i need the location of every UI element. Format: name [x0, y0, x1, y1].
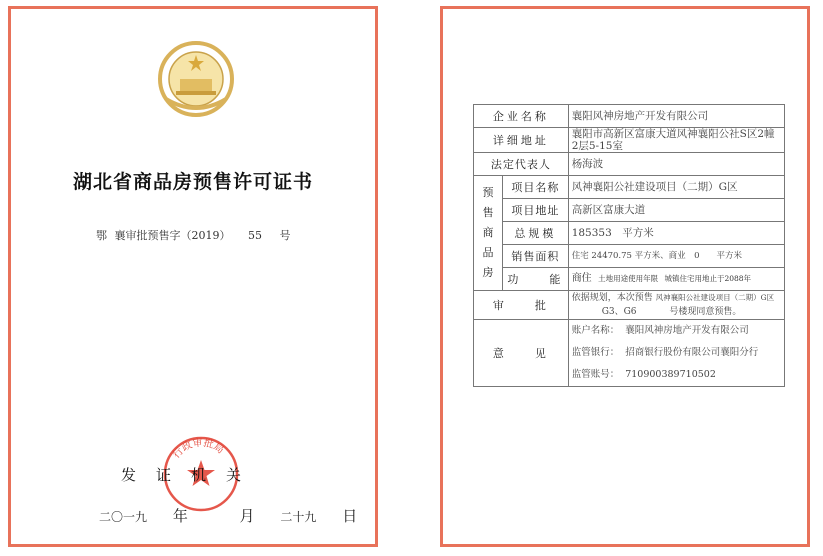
table-row: [474, 176, 785, 199]
date-month-unit: 月: [239, 507, 255, 525]
approve-line-1: 依据规划，本次预售: [571, 293, 653, 303]
permit-no: 55: [248, 229, 262, 242]
table-row: [474, 222, 785, 245]
table-row: [474, 199, 785, 222]
project-name-value: 风神襄阳公社建设项目（二期）G区: [568, 176, 784, 199]
seal-text: 行政审批局: [171, 437, 226, 461]
permit-suffix: 号: [279, 229, 291, 242]
permit-number: [96, 227, 295, 243]
approve-label: 审 批: [474, 291, 569, 320]
function-use: 商住: [571, 273, 592, 284]
table-row: [474, 291, 785, 320]
function-label: 功 能: [503, 268, 569, 291]
project-addr-label: 项目地址: [503, 199, 569, 222]
approve-line-3: 号楼现同意预售。: [669, 307, 742, 317]
company-label: 企业名称: [474, 105, 569, 128]
account-name-line: 账户名称： 襄阳风神房地产开发有限公司: [571, 325, 749, 336]
rep-label: 法定代表人: [474, 153, 569, 176]
national-emblem-icon: [156, 39, 236, 119]
date-year-unit: 年: [172, 507, 188, 525]
permit-authority: 襄审批预售字（2019）: [114, 229, 231, 242]
approve-line-2: 风神襄阳公社建设项目（二期）G区: [655, 293, 775, 302]
issuing-authority: 发证机关: [121, 466, 262, 484]
permit-detail-table: [473, 104, 785, 387]
date-day: 二十九: [280, 510, 317, 524]
table-row: [474, 245, 785, 268]
opinion-value: [568, 320, 784, 387]
permit-prefix: 鄂: [96, 229, 107, 242]
address-label: 详细地址: [474, 128, 569, 153]
certificate-title: 湖北省商品房预售许可证书: [72, 171, 313, 193]
approve-value: [568, 291, 784, 320]
table-row: [474, 105, 785, 128]
table-row: [474, 128, 785, 153]
scale-value: 185353 平方米: [568, 222, 784, 245]
issue-date: [99, 505, 379, 526]
table-row: [474, 268, 785, 291]
table-row: [474, 320, 785, 387]
bank-line: 监管银行： 招商银行股份有限公司襄阳分行: [571, 347, 759, 358]
date-year: 二〇一九: [99, 510, 148, 524]
project-addr-value: 高新区富康大道: [568, 199, 784, 222]
function-value: [568, 268, 784, 291]
table-row: [474, 153, 785, 176]
company-value: 襄阳风神房地产开发有限公司: [568, 105, 784, 128]
scale-label: 总规模: [503, 222, 569, 245]
date-day-unit: 日: [342, 507, 358, 525]
account-no-line: 监管账号： 710900389710502: [571, 369, 716, 380]
presale-side-label: 预 售 商 品 房: [474, 176, 503, 291]
certificate-detail-page: [440, 6, 810, 547]
project-name-label: 项目名称: [503, 176, 569, 199]
certificate-cover-page: [8, 6, 378, 547]
address-value: 襄阳市高新区富康大道风神襄阳公社S区2幢2层5-15室: [568, 128, 784, 153]
sales-area-label: 销售面积: [503, 245, 569, 268]
land-use-term-label: 土地用途使用年限: [598, 274, 659, 283]
sales-area-value: 住宅 24470.75 平方米、商业 0 平方米: [568, 245, 784, 268]
land-use-term-value: 城镇住宅用地止于2088年: [664, 274, 752, 283]
rep-value: 杨海波: [568, 153, 784, 176]
opinion-label: 意 见: [474, 320, 569, 387]
svg-text:行政审批局: [170, 436, 226, 461]
approve-buildings: G3、G6: [601, 307, 637, 317]
